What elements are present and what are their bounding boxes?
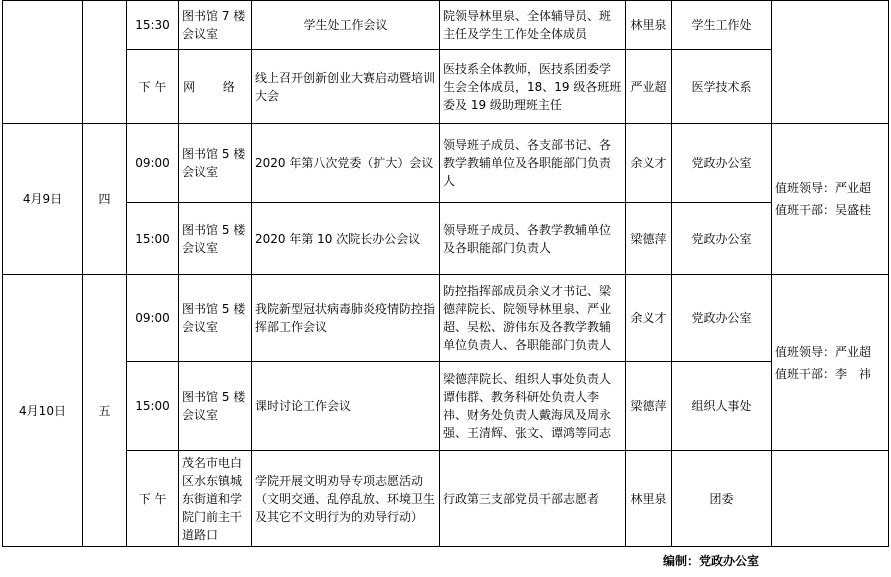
place-cell: 图书馆 5 楼会议室 bbox=[179, 124, 252, 203]
weekday-cell: 五 bbox=[83, 275, 127, 547]
duty-cell-empty bbox=[772, 451, 889, 547]
table-row bbox=[3, 124, 889, 203]
organizer-cell: 党政办公室 bbox=[672, 203, 772, 275]
attendees-cell: 医技系全体教师，医技系团委学生会全体成员，18、19 级各班班委及 19 级助理班主任 bbox=[440, 50, 626, 124]
place-cell: 茂名市电白区水东镇城东街道和学院门前主干道路口 bbox=[179, 451, 252, 547]
duty-cell bbox=[772, 275, 889, 451]
table-row bbox=[3, 362, 889, 451]
chair-cell: 梁德萍 bbox=[626, 203, 672, 275]
table-row bbox=[3, 451, 889, 547]
attendees-cell: 梁德萍院长、组织人事处负责人谭伟群、教务科研处负责人李祎、财务处负责人戴海凤及周永强、王清辉、张文、谭鸿等同志 bbox=[440, 362, 626, 451]
time-cell: 15:00 bbox=[127, 362, 179, 451]
topic-cell: 2020 年第 10 次院长办公会议 bbox=[252, 203, 440, 275]
organizer-cell: 医学技术系 bbox=[672, 50, 772, 124]
place-cell: 图书馆 5 楼会议室 bbox=[179, 203, 252, 275]
organizer-cell: 组织人事处 bbox=[672, 362, 772, 451]
attendees-cell: 行政第三支部党员干部志愿者 bbox=[440, 451, 626, 547]
topic-cell: 课时讨论工作会议 bbox=[252, 362, 440, 451]
time-cell: 09:00 bbox=[127, 275, 179, 362]
time-cell: 下 午 bbox=[127, 451, 179, 547]
organizer-cell: 党政办公室 bbox=[672, 124, 772, 203]
table-row bbox=[3, 203, 889, 275]
weekday-cell: 四 bbox=[83, 124, 127, 275]
time-cell: 15:00 bbox=[127, 203, 179, 275]
chair-cell: 林里泉 bbox=[626, 1, 672, 50]
table-row bbox=[3, 1, 889, 50]
topic-cell: 学院开展文明劝导专项志愿活动（文明交通、乱停乱放、环境卫生及其它不文明行为的劝导行动） bbox=[252, 451, 440, 547]
attendees-cell: 领导班子成员、各支部书记、各教学教辅单位及各职能部门负责人 bbox=[440, 124, 626, 203]
duty-cadre: 值班干部：吴盛桂 bbox=[775, 203, 872, 217]
attendees-cell: 领导班子成员、各教学教辅单位及各职能部门负责人 bbox=[440, 203, 626, 275]
duty-cell bbox=[772, 124, 889, 275]
attendees-cell: 院领导林里泉、全体辅导员、班主任及学生工作处全体成员 bbox=[440, 1, 626, 50]
weekday-cell-prev bbox=[83, 1, 127, 124]
place-cell: 图书馆 5 楼会议室 bbox=[179, 275, 252, 362]
duty-cell-prev bbox=[772, 1, 889, 124]
meeting-schedule-table bbox=[2, 0, 889, 547]
topic-cell: 我院新型冠状病毒肺炎疫情防控指挥部工作会议 bbox=[252, 275, 440, 362]
place-cell: 网 络 bbox=[179, 50, 252, 124]
duty-cadre: 值班干部：李 祎 bbox=[775, 366, 872, 381]
date-cell: 4月9日 bbox=[3, 124, 83, 275]
topic-cell: 2020 年第八次党委（扩大）会议 bbox=[252, 124, 440, 203]
duty-leader: 值班领导：严业超 bbox=[775, 344, 872, 359]
chair-cell: 林里泉 bbox=[626, 451, 672, 547]
organizer-cell: 党政办公室 bbox=[672, 275, 772, 362]
date-cell: 4月10日 bbox=[3, 275, 83, 547]
table-row bbox=[3, 50, 889, 124]
table-row bbox=[3, 275, 889, 362]
topic-cell: 线上召开创新创业大赛启动暨培训大会 bbox=[252, 50, 440, 124]
duty-leader: 值班领导：严业超 bbox=[775, 181, 872, 195]
chair-cell: 梁德萍 bbox=[626, 362, 672, 451]
chair-cell: 余义才 bbox=[626, 124, 672, 203]
organizer-cell: 学生工作处 bbox=[672, 1, 772, 50]
time-cell: 15:30 bbox=[127, 1, 179, 50]
organizer-cell: 团委 bbox=[672, 451, 772, 547]
time-cell: 下 午 bbox=[127, 50, 179, 124]
time-cell: 09:00 bbox=[127, 124, 179, 203]
chair-cell: 余义才 bbox=[626, 275, 672, 362]
compiled-by-note: 编制：党政办公室 bbox=[662, 554, 759, 568]
place-cell: 图书馆 7 楼会议室 bbox=[179, 1, 252, 50]
date-cell-prev bbox=[3, 1, 83, 124]
topic-cell: 学生处工作会议 bbox=[252, 1, 440, 50]
place-cell: 图书馆 5 楼会议室 bbox=[179, 362, 252, 451]
attendees-cell: 防控指挥部成员余义才书记、梁德萍院长、院领导林里泉、严业超、吴松、游伟东及各教学教辅单位负责人、各职能部门负责人 bbox=[440, 275, 626, 362]
chair-cell: 严业超 bbox=[626, 50, 672, 124]
